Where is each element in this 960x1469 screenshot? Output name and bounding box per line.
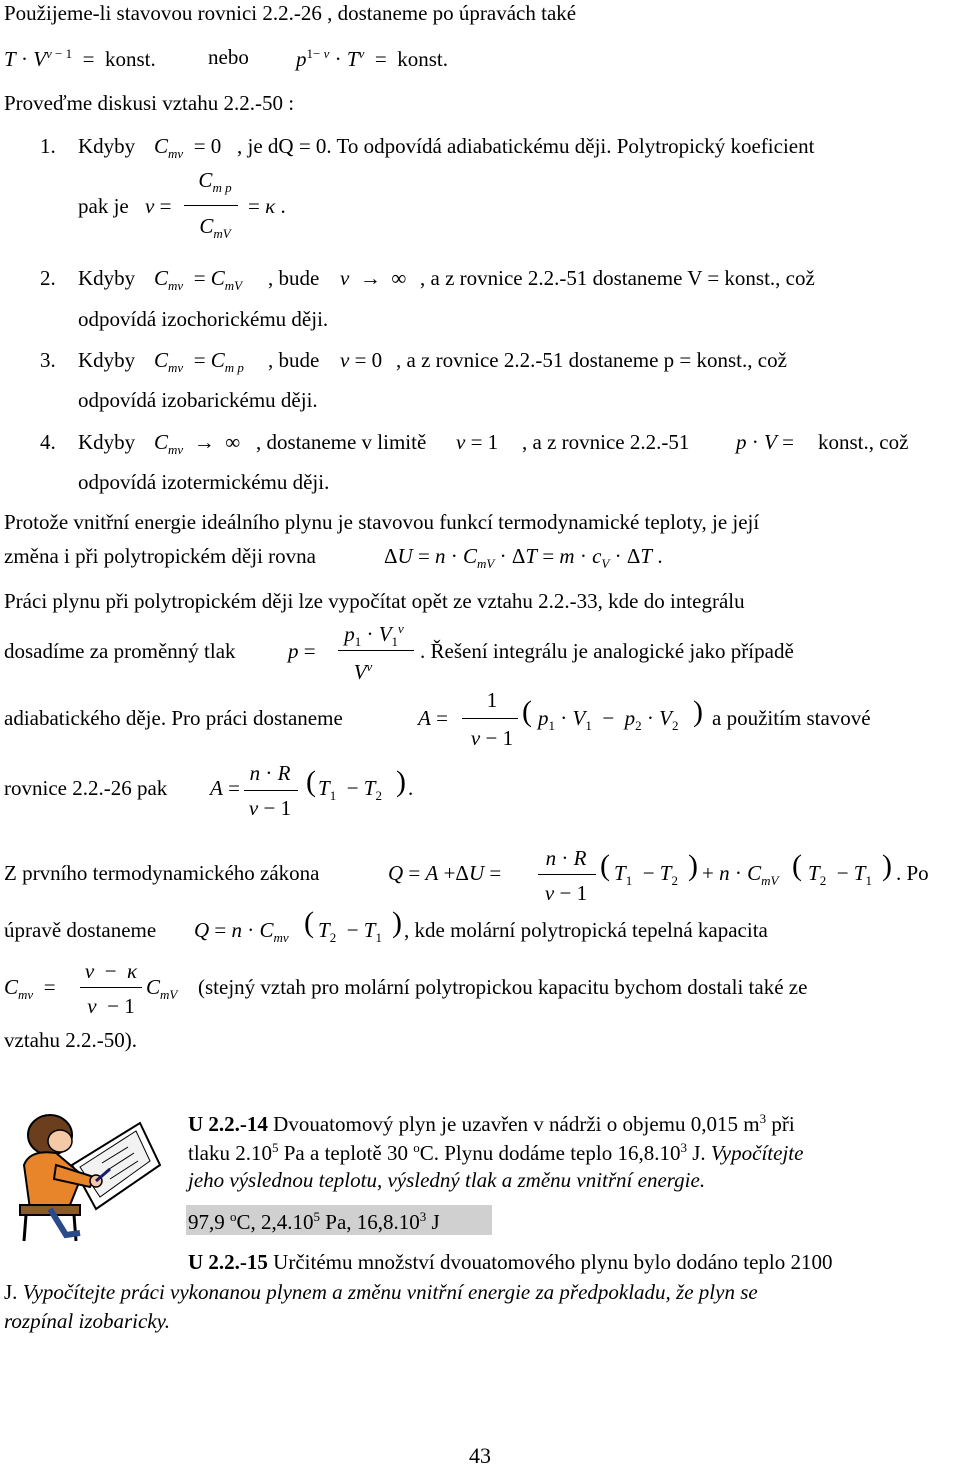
list-number: 4. [40, 430, 56, 454]
exercise-14-line1: U 2.2.-14 Dvouatomový plyn je uzavřen v nádrži o objemu 0,015 $m^3$ při [188, 1111, 795, 1136]
fraction-numerator: $p_1 \cdot V_1^\nu$ [344, 621, 404, 650]
paren-close: ) [688, 849, 698, 882]
text-line: Použijeme-li stavovou rovnici 2.2.-26 , dostaneme po úpravách také [4, 1, 577, 25]
text-line: dosadíme za proměnný tlak [4, 639, 236, 663]
equation-nu-one: ν = 1 [456, 430, 499, 454]
text-line: odpovídá izobarickému ději. [78, 388, 318, 412]
text-line: rovnice 2.2.-26 pak [4, 776, 168, 800]
equation-nu-zero: ν = 0 [340, 348, 383, 372]
text-line: , je dQ = 0. To odpovídá adiabatickému ději. Polytropický koeficient [237, 134, 815, 158]
fraction-bar [338, 650, 414, 651]
text-line: , a z rovnice 2.2.-51 [522, 430, 690, 454]
text-line: Práci plynu při polytropickém ději lze vypočítat opět ze vztahu 2.2.-33, kde do integrálu [4, 589, 745, 613]
text-line: , kde molární polytropická tepelná kapacita [404, 918, 768, 942]
text-kdyby: Kdyby [78, 266, 136, 290]
text-line: adiabatického děje. Pro práci dostaneme [4, 706, 343, 730]
fraction-bar [80, 987, 142, 988]
text-line: vztahu 2.2.-50). [4, 1028, 137, 1052]
equation-a2-lhs: A = [210, 776, 240, 800]
text-nebo: nebo [208, 45, 249, 69]
list-number: 2. [40, 266, 56, 290]
text-line: , a z rovnice 2.2.-51 dostaneme V = konst., což [420, 266, 815, 290]
equation-cmv-zero: $C_{m\nu} = 0$ [154, 134, 222, 162]
text-kdyby: Kdyby [78, 348, 136, 372]
paren-open: ( [304, 906, 314, 939]
equation-q-rhs3: $T_2 - T_1$ [808, 861, 872, 889]
text-line: změna i při polytropickém ději rovna [4, 544, 316, 568]
fraction-numerator: n · R [249, 761, 291, 785]
text-line: , dostaneme v limitě [256, 430, 427, 454]
fraction-denominator: $V^\nu$ [353, 659, 373, 684]
fraction-denominator: ν − 1 [470, 726, 514, 750]
equation-cmv-lhs: $C_{m\nu}$ = [4, 975, 56, 1003]
equation-a-rhs: $p_1 \cdot V_1 - p_2 \cdot V_2$ [538, 706, 679, 734]
fraction-bar [462, 718, 518, 719]
equation-p-lhs: p = [288, 639, 316, 663]
text-line: . Po [896, 861, 929, 885]
text-kdyby: Kdyby [78, 430, 136, 454]
equation-nu-kappa-lhs: ν = [145, 194, 172, 218]
page-number: 43 [469, 1443, 491, 1468]
exercise-14-answer: 97,9 $^o$C, 2,4.10$^5$ Pa, 16,8.10$^3$ J [186, 1205, 492, 1235]
paren-close: ) [392, 906, 402, 939]
equation-cmv-cmp: $C_{m\nu} = C_{m p}$ [154, 348, 244, 376]
fraction-numerator: 1 [486, 688, 498, 712]
list-number: 1. [40, 134, 56, 158]
text-line: Protože vnitřní energie ideálního plynu je stavovou funkcí termodynamické teploty, je její [4, 510, 760, 534]
equation-pv: p · V = [736, 430, 794, 454]
equation-nu-kappa-rhs: = κ . [248, 194, 286, 218]
equation-cmv-cmV: $C_{m\nu} = C_{mV}$ [154, 266, 243, 294]
text-line: Proveďme diskusi vztahu 2.2.-50 : [4, 91, 295, 115]
fraction-denominator: $C_{mV}$ [199, 214, 231, 242]
equation-q-lhs: Q = A +ΔU = [388, 861, 502, 885]
paren-open: ( [522, 695, 532, 728]
equation-a-lhs: A = [418, 706, 448, 730]
equation-q-rhs: $T_1 - T_2$ [614, 861, 678, 889]
equation-cmv-infinity: $C_{m\nu}$ → ∞ [154, 430, 241, 458]
fraction-denominator: ν − 1 [248, 796, 292, 820]
text-bude: , bude [268, 348, 320, 372]
text-kdyby: Kdyby [78, 134, 136, 158]
text-line: úpravě dostaneme [4, 918, 157, 942]
exercise-14-line2: tlaku 2.10$^5$ Pa a teplotě 30 $^o$C. Plynu dodáme teplo 16,8.10$^3$ J. Vypočítejte [188, 1140, 804, 1165]
text-line: (stejný vztah pro molární polytropickou kapacitu bychom dostali také ze [198, 975, 808, 999]
punctuation: . [408, 776, 414, 800]
text-line: konst., což [818, 430, 909, 454]
fraction-numerator: $C_{m p}$ [198, 168, 232, 196]
paren-close: ) [693, 695, 703, 728]
text-line: odpovídá izochorickému ději. [78, 307, 329, 331]
exercise-15-line1: U 2.2.-15 Určitému množství dvouatomového plynu bylo dodáno teplo 2100 [188, 1250, 833, 1274]
equation-a2-rhs: $T_1 - T_2$ [318, 776, 382, 804]
equation-delta-u: $\Delta U = n \cdot C_{mV} \cdot \Delta T = m \cdot c_V \cdot \Delta T$ . [384, 544, 663, 572]
text-line: odpovídá izotermickému ději. [78, 470, 330, 494]
fraction-denominator: ν − 1 [544, 881, 588, 905]
exercise-15-line2: J. Vypočítejte práci vykonanou plynem a změnu vnitřní energie za předpokladu, že plyn se [4, 1280, 758, 1304]
equation-cmv-rhs: $C_{mV}$ [146, 975, 178, 1003]
text-line: a použitím stavové [712, 706, 871, 730]
fraction-denominator: ν − 1 [87, 994, 135, 1018]
text-pak-je: pak je [78, 194, 129, 218]
exercise-14-line3: jeho výslednou teplotu, výsledný tlak a změnu vnitřní energie. [188, 1168, 706, 1192]
exercise-15-line3: rozpínal izobaricky. [4, 1309, 171, 1333]
equation-adiabat-pt: $p^{1- \nu} \cdot T^\nu$ = konst. [296, 46, 448, 71]
student-writing-illustration [10, 1105, 170, 1245]
text-line: Z prvního termodynamického zákona [4, 861, 320, 885]
paren-close: ) [882, 849, 892, 882]
fraction-numerator: n · R [545, 846, 587, 870]
text-bude: , bude [268, 266, 320, 290]
fraction-bar [538, 874, 596, 875]
list-number: 3. [40, 348, 56, 372]
fraction-bar [244, 790, 298, 791]
equation-nu-infinity: ν → ∞ [340, 266, 407, 290]
fraction-numerator: ν − κ [84, 959, 138, 983]
equation-q-final-rhs: $T_2 - T_1$ [318, 918, 382, 946]
equation-q-final: $Q = n \cdot C_{m\nu}$ [194, 918, 289, 946]
paren-open: ( [600, 849, 610, 882]
paren-close: ) [396, 765, 406, 798]
text-line: , a z rovnice 2.2.-51 dostaneme p = konst., což [396, 348, 787, 372]
equation-adiabat-tv: $T \cdot V^{\nu - 1}$ = konst. [4, 46, 156, 71]
equation-q-rhs2: + $n \cdot C_{mV}$ [702, 861, 779, 889]
paren-open: ( [792, 849, 802, 882]
text-line: . Řešení integrálu je analogické jako případě [420, 639, 794, 663]
fraction-bar [184, 205, 238, 206]
paren-open: ( [306, 765, 316, 798]
